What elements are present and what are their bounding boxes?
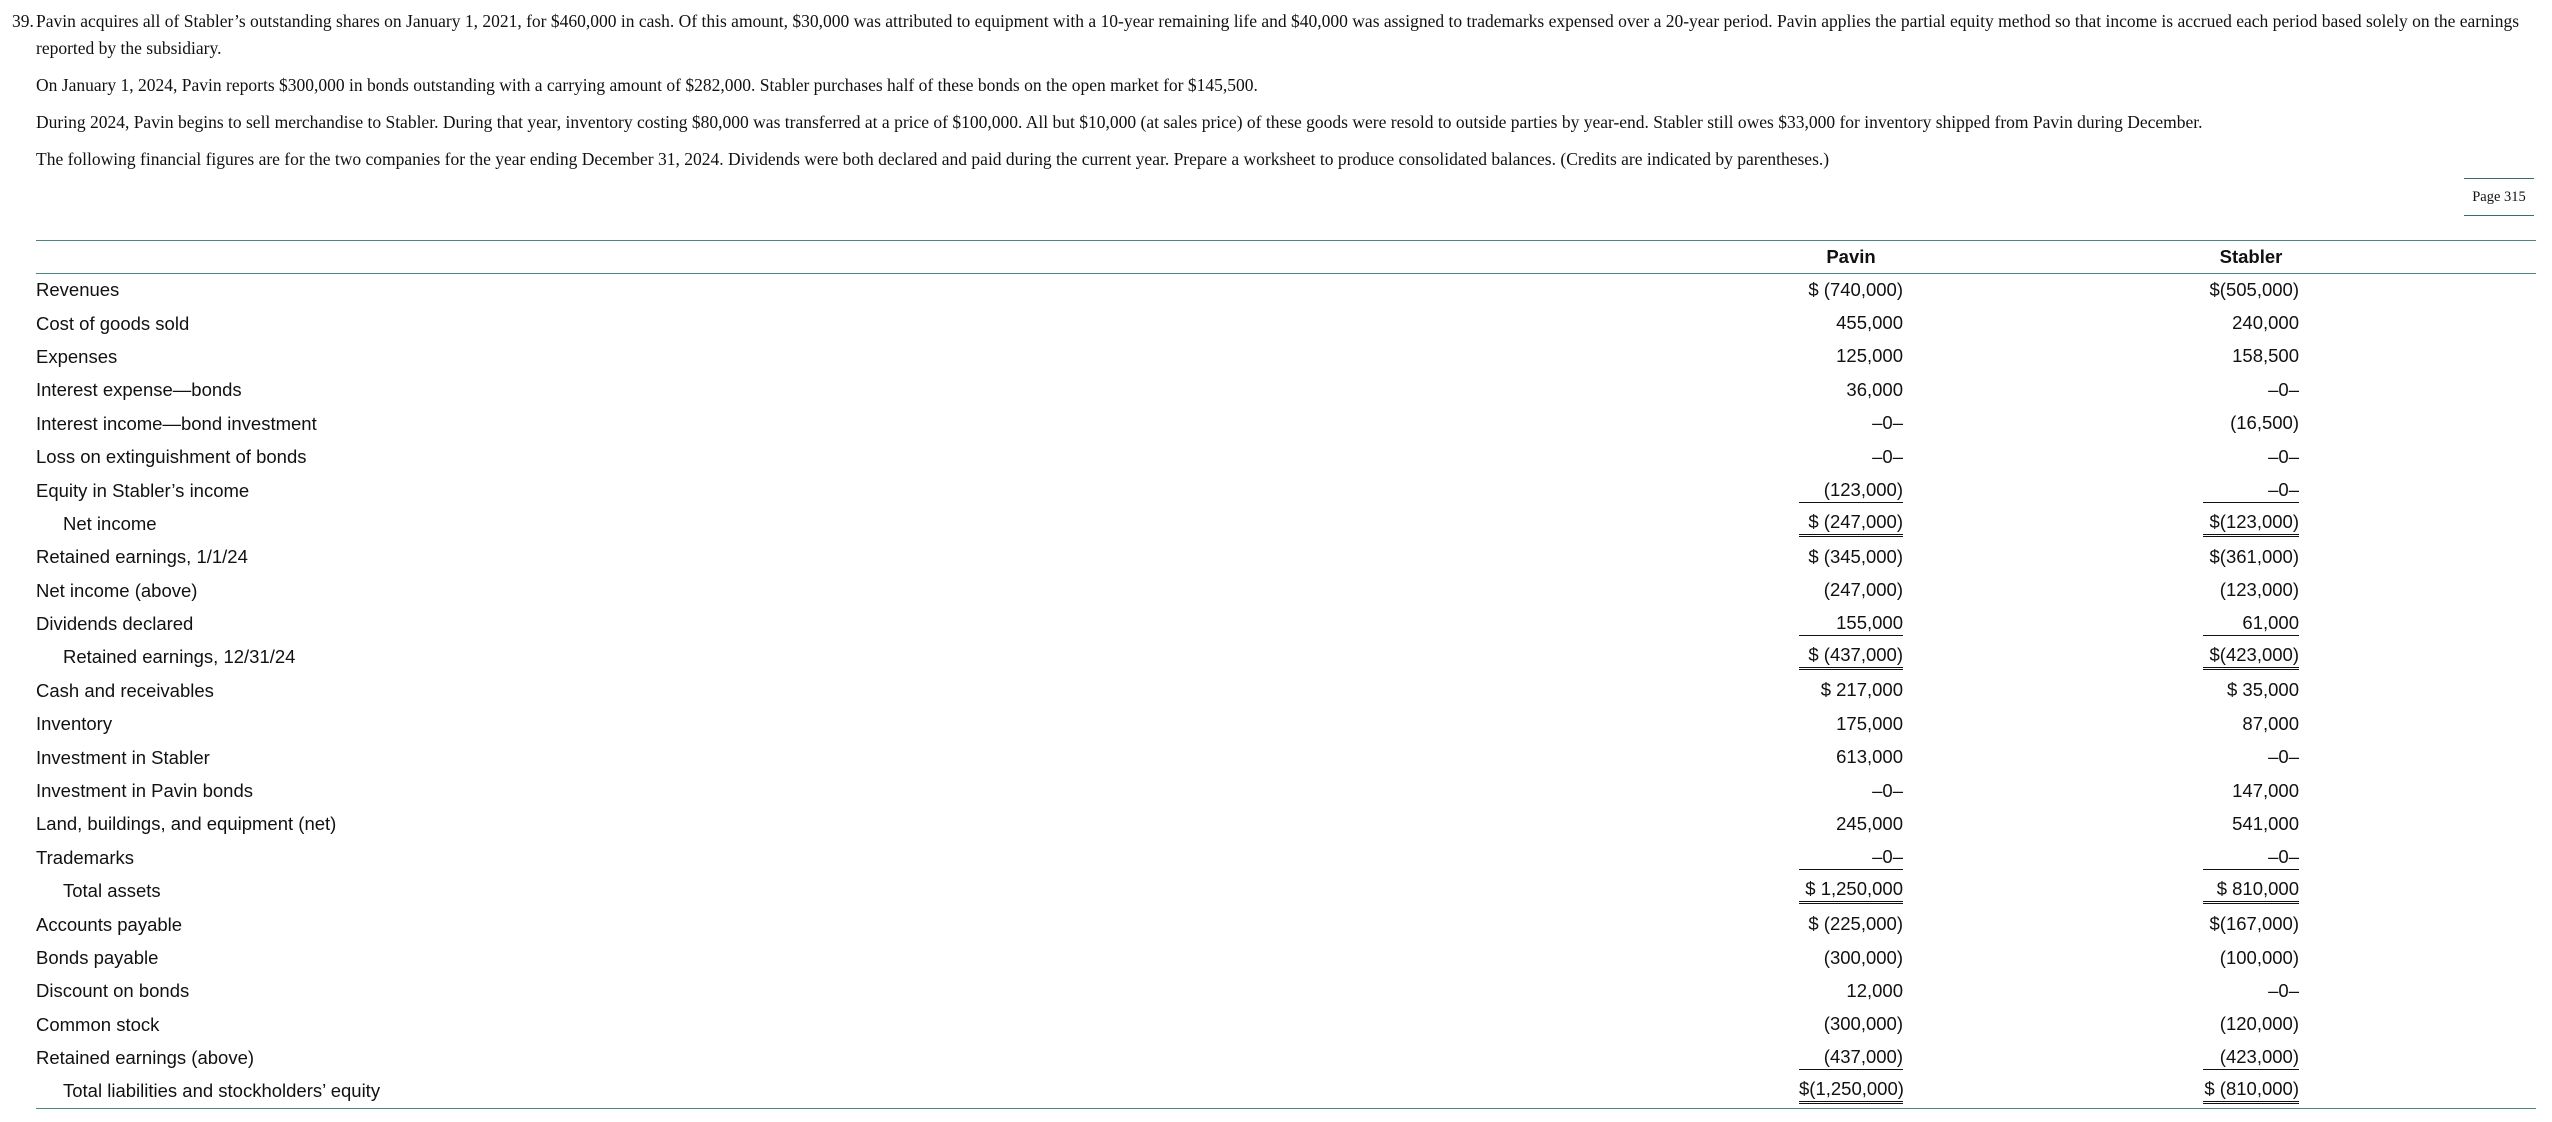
stabler-cell bbox=[1966, 307, 2536, 340]
stabler-amount: $(423,000) bbox=[2203, 644, 2299, 670]
pavin-amount: (300,000) bbox=[1823, 946, 1903, 968]
stabler-amount: –0– bbox=[2203, 846, 2299, 870]
pavin-cell bbox=[1736, 808, 1966, 841]
stabler-cell bbox=[1966, 541, 2536, 574]
table-row bbox=[36, 841, 2536, 874]
stabler-cell bbox=[1966, 941, 2536, 974]
problem-paragraph-1: Pavin acquires all of Stabler’s outstanding shares on January 1, 2021, for $460,000 in cash. Of this amount, $30,000 was attributed to equipment with a 10-year remaining life and $40,000 was assigned to trademarks expensed over a 20-year period. Pavin applies the partial equity method so that income is accrued each period based solely on the earnings reported by the subsidiary. bbox=[36, 11, 2520, 58]
stabler-cell bbox=[1966, 1008, 2536, 1041]
pavin-cell bbox=[1736, 1075, 1966, 1108]
row-label: Retained earnings (above) bbox=[36, 1047, 255, 1069]
table-row bbox=[36, 774, 2536, 807]
stabler-cell bbox=[1966, 1075, 2536, 1108]
table-row bbox=[36, 674, 2536, 707]
stabler-cell bbox=[1966, 641, 2536, 674]
pavin-cell bbox=[1736, 875, 1966, 908]
table-row bbox=[36, 908, 2536, 941]
pavin-amount: (437,000) bbox=[1799, 1046, 1903, 1070]
pavin-amount: 36,000 bbox=[1846, 378, 1903, 400]
stabler-amount: $ 35,000 bbox=[2226, 679, 2299, 701]
table-row bbox=[36, 808, 2536, 841]
problem-paragraph-2: On January 1, 2024, Pavin reports $300,000 in bonds outstanding with a carrying amount of $282,000. Stabler purchases half of these bonds on the open market for $145,500. bbox=[36, 75, 1258, 95]
row-label: Retained earnings, 12/31/24 bbox=[63, 646, 296, 668]
pavin-amount: $ 1,250,000 bbox=[1799, 878, 1903, 904]
pavin-amount: 245,000 bbox=[1836, 812, 1903, 834]
pavin-cell bbox=[1736, 541, 1966, 574]
problem-text bbox=[12, 8, 2537, 173]
stabler-amount: $(361,000) bbox=[2209, 545, 2299, 567]
table-row bbox=[36, 741, 2536, 774]
table-row bbox=[36, 474, 2536, 507]
pavin-amount: 613,000 bbox=[1836, 746, 1903, 768]
stabler-amount: (100,000) bbox=[2219, 946, 2299, 968]
problem-paragraph-3: During 2024, Pavin begins to sell merchandise to Stabler. During that year, inventory costing $80,000 was transferred at a price of $100,000. All but $10,000 (at sales price) of these goods were resold to outside parties by year-end. Stabler still owes $33,000 for inventory shipped from Pavin during December. bbox=[36, 112, 2203, 132]
pavin-cell bbox=[1736, 407, 1966, 440]
stabler-cell bbox=[1966, 574, 2536, 607]
table-row bbox=[36, 641, 2536, 674]
stabler-amount: (16,500) bbox=[2230, 412, 2299, 434]
table-row bbox=[36, 340, 2536, 373]
stabler-amount: –0– bbox=[2268, 445, 2299, 467]
pavin-cell bbox=[1736, 774, 1966, 807]
table-row bbox=[36, 507, 2536, 540]
pavin-cell bbox=[1736, 1008, 1966, 1041]
row-label: Accounts payable bbox=[36, 913, 183, 935]
financial-worksheet-table bbox=[36, 240, 2536, 1109]
row-label: Interest income—bond investment bbox=[36, 412, 317, 434]
pavin-cell bbox=[1736, 607, 1966, 640]
pavin-amount: –0– bbox=[1799, 846, 1903, 870]
stabler-amount: –0– bbox=[2268, 979, 2299, 1001]
pavin-cell bbox=[1736, 340, 1966, 373]
table-row bbox=[36, 875, 2536, 908]
table-row bbox=[36, 407, 2536, 440]
row-label: Interest expense—bonds bbox=[36, 379, 242, 401]
stabler-cell bbox=[1966, 708, 2536, 741]
row-label: Investment in Stabler bbox=[36, 746, 210, 768]
stabler-amount: –0– bbox=[2268, 746, 2299, 768]
stabler-amount: (123,000) bbox=[2219, 579, 2299, 601]
pavin-amount: $ (247,000) bbox=[1799, 511, 1903, 537]
pavin-amount: $ (345,000) bbox=[1808, 545, 1903, 567]
stabler-amount: –0– bbox=[2268, 378, 2299, 400]
row-label: Revenues bbox=[36, 279, 120, 301]
pavin-amount: 125,000 bbox=[1836, 345, 1903, 367]
pavin-amount: $ (740,000) bbox=[1808, 278, 1903, 300]
row-label: Loss on extinguishment of bonds bbox=[36, 446, 307, 468]
stabler-cell bbox=[1966, 808, 2536, 841]
pavin-cell bbox=[1736, 975, 1966, 1008]
stabler-amount: (423,000) bbox=[2203, 1046, 2299, 1070]
stabler-cell bbox=[1966, 407, 2536, 440]
stabler-amount: 541,000 bbox=[2232, 812, 2299, 834]
stabler-cell bbox=[1966, 274, 2536, 307]
header-pavin: Pavin bbox=[1736, 241, 1966, 274]
stabler-cell bbox=[1966, 507, 2536, 540]
pavin-cell bbox=[1736, 841, 1966, 874]
stabler-amount: 61,000 bbox=[2203, 612, 2299, 636]
pavin-cell bbox=[1736, 307, 1966, 340]
row-label: Total liabilities and stockholders’ equity bbox=[36, 1075, 1736, 1108]
stabler-cell bbox=[1966, 607, 2536, 640]
pavin-amount: $ (225,000) bbox=[1808, 913, 1903, 935]
stabler-cell bbox=[1966, 440, 2536, 473]
pavin-amount: 12,000 bbox=[1846, 979, 1903, 1001]
stabler-cell bbox=[1966, 841, 2536, 874]
pavin-amount: $ (437,000) bbox=[1799, 644, 1903, 670]
stabler-amount: $ 810,000 bbox=[2203, 878, 2299, 904]
row-label: Trademarks bbox=[36, 846, 135, 868]
pavin-amount: $(1,250,000) bbox=[1799, 1078, 1903, 1104]
pavin-amount: 175,000 bbox=[1836, 712, 1903, 734]
problem-number: 39. bbox=[12, 11, 34, 31]
pavin-amount: 455,000 bbox=[1836, 312, 1903, 334]
row-label: Discount on bonds bbox=[36, 980, 190, 1002]
row-label: Inventory bbox=[36, 713, 113, 735]
pavin-cell bbox=[1736, 941, 1966, 974]
row-label: Common stock bbox=[36, 1013, 160, 1035]
stabler-amount: $(505,000) bbox=[2209, 278, 2299, 300]
stabler-amount: 87,000 bbox=[2242, 712, 2299, 734]
problem-paragraph-4: The following financial figures are for the two companies for the year ending December 31, 2024. Dividends were both declared and paid during the current year. Prepare a worksheet to produce consolidated balances. (Credits are indicated by parentheses.) bbox=[36, 149, 1830, 169]
table-header-row bbox=[36, 241, 2536, 274]
pavin-cell bbox=[1736, 274, 1966, 307]
page-number-label: Page 315 bbox=[2464, 178, 2534, 216]
row-label: Bonds payable bbox=[36, 947, 159, 968]
pavin-cell bbox=[1736, 708, 1966, 741]
stabler-amount: $ (810,000) bbox=[2203, 1078, 2299, 1104]
pavin-amount: $ 217,000 bbox=[1820, 679, 1903, 701]
row-label: Net income (above) bbox=[36, 579, 198, 601]
stabler-amount: $(167,000) bbox=[2209, 913, 2299, 935]
table-row bbox=[36, 975, 2536, 1008]
pavin-amount: (247,000) bbox=[1823, 579, 1903, 601]
stabler-cell bbox=[1966, 975, 2536, 1008]
table-body bbox=[36, 274, 2536, 1109]
table-row bbox=[36, 307, 2536, 340]
pavin-cell bbox=[1736, 374, 1966, 407]
table-row bbox=[36, 574, 2536, 607]
table-row bbox=[36, 274, 2536, 307]
row-label: Expenses bbox=[36, 345, 118, 367]
table-row bbox=[36, 1041, 2536, 1074]
stabler-cell bbox=[1966, 1041, 2536, 1074]
pavin-cell bbox=[1736, 507, 1966, 540]
row-label: Investment in Pavin bonds bbox=[36, 780, 253, 802]
stabler-cell bbox=[1966, 674, 2536, 707]
pavin-amount: –0– bbox=[1872, 445, 1903, 467]
stabler-amount: $(123,000) bbox=[2203, 511, 2299, 537]
pavin-amount: (300,000) bbox=[1823, 1013, 1903, 1035]
row-label: Land, buildings, and equipment (net) bbox=[36, 813, 337, 835]
table-row bbox=[36, 541, 2536, 574]
table-row bbox=[36, 941, 2536, 974]
table-row bbox=[36, 1075, 2536, 1108]
table-row bbox=[36, 440, 2536, 473]
stabler-amount: 240,000 bbox=[2232, 312, 2299, 334]
stabler-amount: (120,000) bbox=[2219, 1013, 2299, 1035]
pavin-cell bbox=[1736, 440, 1966, 473]
row-label: Cash and receivables bbox=[36, 679, 214, 701]
stabler-amount: –0– bbox=[2203, 479, 2299, 503]
stabler-cell bbox=[1966, 875, 2536, 908]
row-label: Cost of goods sold bbox=[36, 312, 190, 334]
stabler-cell bbox=[1966, 908, 2536, 941]
stabler-cell bbox=[1966, 374, 2536, 407]
stabler-cell bbox=[1966, 741, 2536, 774]
row-label: Dividends declared bbox=[36, 613, 194, 635]
row-label: Retained earnings, 1/1/24 bbox=[36, 546, 248, 568]
pavin-cell bbox=[1736, 1041, 1966, 1074]
row-label: Total assets bbox=[63, 880, 161, 902]
header-stabler: Stabler bbox=[1966, 241, 2536, 274]
table-row bbox=[36, 374, 2536, 407]
stabler-cell bbox=[1966, 474, 2536, 507]
pavin-cell bbox=[1736, 674, 1966, 707]
pavin-cell bbox=[1736, 474, 1966, 507]
pavin-cell bbox=[1736, 641, 1966, 674]
pavin-cell bbox=[1736, 741, 1966, 774]
header-account bbox=[36, 241, 1736, 274]
stabler-amount: 147,000 bbox=[2232, 779, 2299, 801]
pavin-amount: 155,000 bbox=[1799, 612, 1903, 636]
pavin-amount: –0– bbox=[1872, 779, 1903, 801]
table-row bbox=[36, 607, 2536, 640]
table-row bbox=[36, 1008, 2536, 1041]
pavin-cell bbox=[1736, 908, 1966, 941]
stabler-cell bbox=[1966, 774, 2536, 807]
row-label: Equity in Stabler’s income bbox=[36, 479, 250, 501]
pavin-amount: –0– bbox=[1872, 412, 1903, 434]
row-label: Net income bbox=[63, 512, 157, 534]
pavin-cell bbox=[1736, 574, 1966, 607]
table-row bbox=[36, 708, 2536, 741]
stabler-amount: 158,500 bbox=[2232, 345, 2299, 367]
pavin-amount: (123,000) bbox=[1799, 479, 1903, 503]
stabler-cell bbox=[1966, 340, 2536, 373]
